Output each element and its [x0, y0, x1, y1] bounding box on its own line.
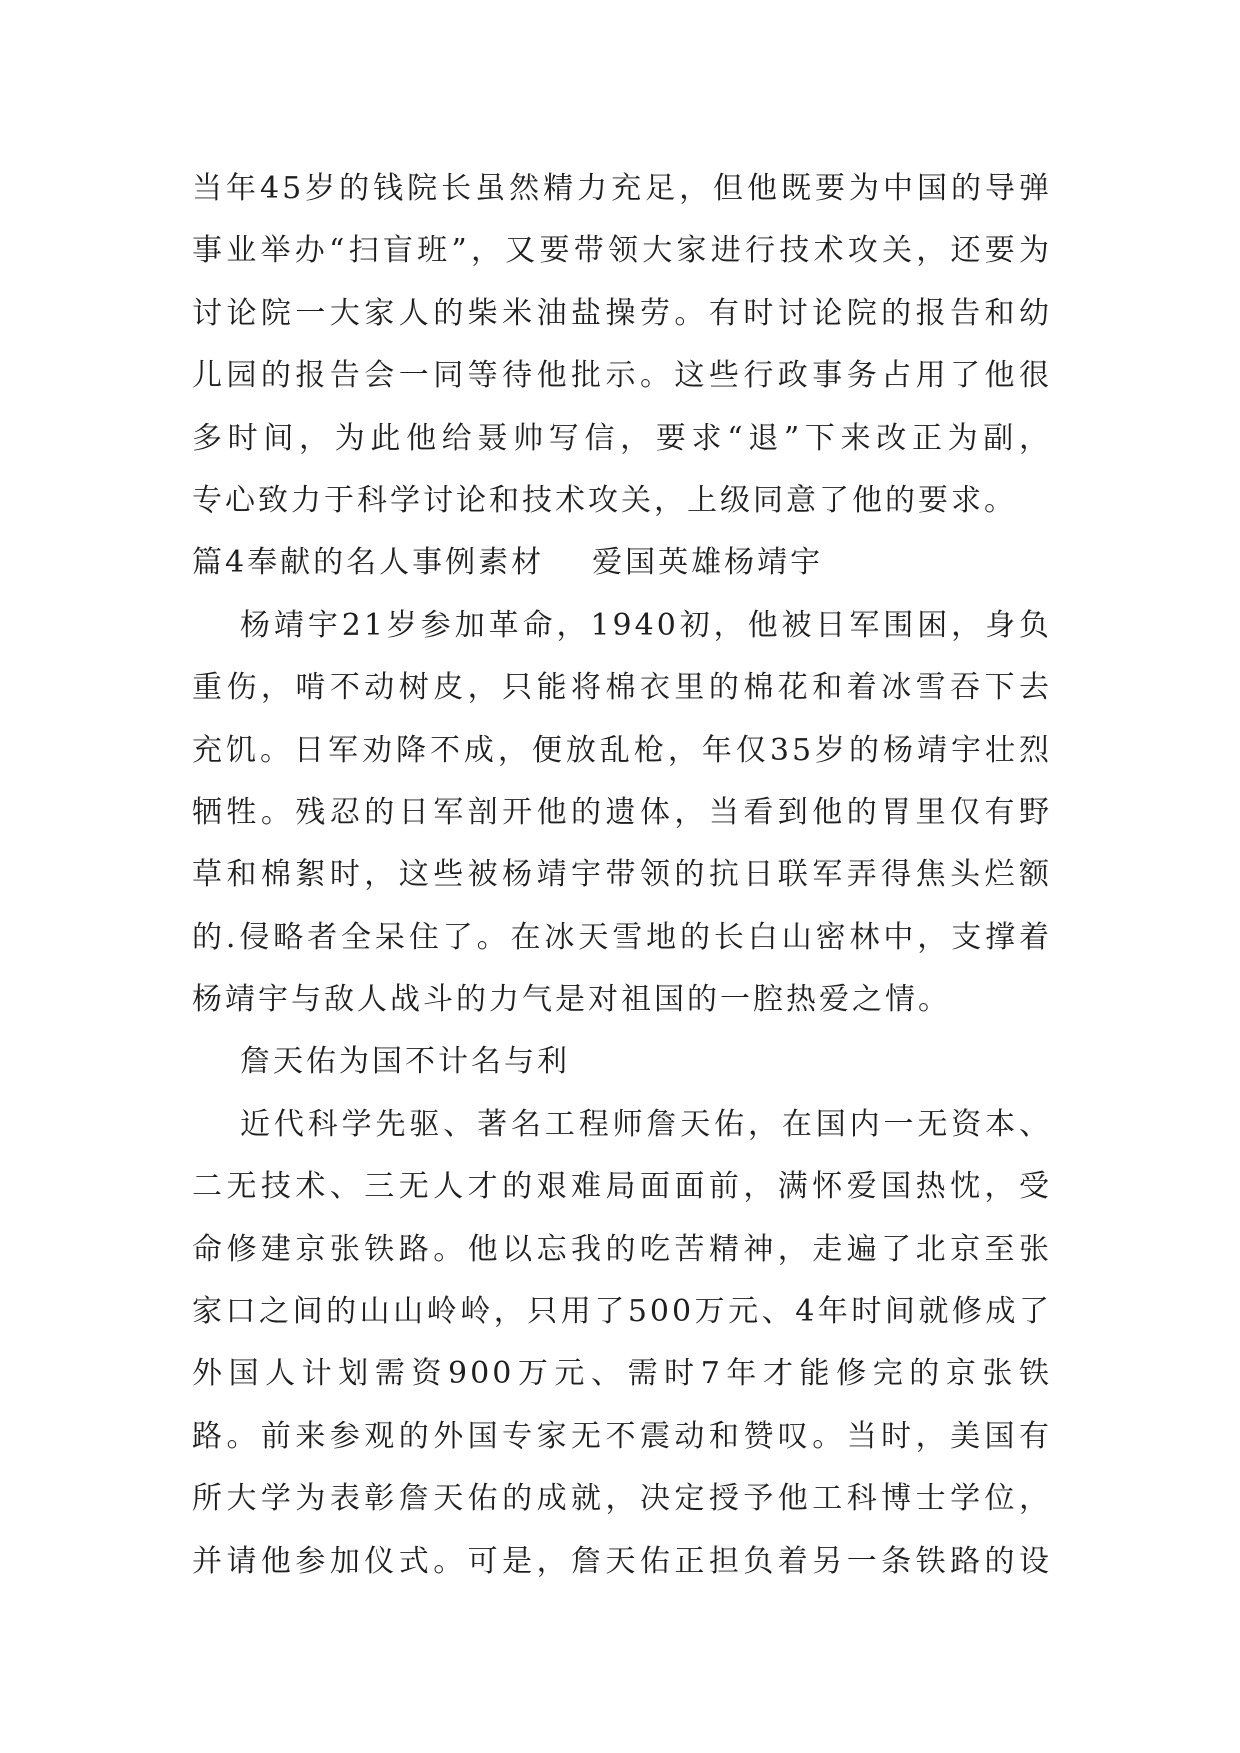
heading-part-1: 篇4奉献的名人事例素材	[192, 545, 545, 581]
paragraph-line: 讨论院一大家人的柴米油盐操劳。有时讨论院的报告和幼	[192, 295, 1052, 331]
paragraph-line: 家口之间的山山岭岭，只用了500万元、4年时间就修成了	[192, 1294, 1052, 1330]
paragraph-line: 事业举办“扫盲班”，又要带领大家进行技术攻关，还要为	[192, 233, 1052, 269]
paragraph-line: 二无技术、三无人才的艰难局面面前，满怀爱国热忱，受	[192, 1169, 1052, 1205]
heading-part-2: 爱国英雄杨靖宇	[592, 545, 824, 581]
paragraph-line: 所大学为表彰詹天佑的成就，决定授予他工科博士学位，	[192, 1481, 1052, 1517]
paragraph-line: 的.侵略者全呆住了。在冰天雪地的长白山密林中，支撑着	[192, 919, 1052, 955]
paragraph-line: 儿园的报告会一同等待他批示。这些行政事务占用了他很	[192, 358, 1052, 394]
paragraph-line: 重伤，啃不动树皮，只能将棉衣里的棉花和着冰雪吞下去	[192, 670, 1052, 706]
paragraph-line: 外国人计划需资900万元、需时7年才能修完的京张铁	[192, 1356, 1052, 1392]
document-body	[192, 158, 1052, 1593]
paragraph-line: 杨靖宇21岁参加革命，1940初，他被日军围困，身负	[240, 607, 1052, 643]
paragraph-line: 杨靖宇与敌人战斗的力气是对祖国的一腔热爱之情。	[192, 982, 951, 1018]
paragraph-line: 多时间，为此他给聂帅写信，要求“退”下来改正为副，	[192, 420, 1052, 456]
paragraph-line: 命修建京张铁路。他以忘我的吃苦精神，走遍了北京至张	[192, 1231, 1052, 1267]
paragraph-line: 近代科学先驱、著名工程师詹天佑，在国内一无资本、	[240, 1106, 1052, 1142]
paragraph-line: 专心致力于科学讨论和技术攻关，上级同意了他的要求。	[192, 482, 1017, 518]
subheading: 詹天佑为国不计名与利	[240, 1044, 570, 1080]
paragraph-line: 并请他参加仪式。可是，詹天佑正担负着另一条铁路的设	[192, 1543, 1052, 1579]
section-heading	[192, 532, 1052, 594]
paragraph-line: 充饥。日军劝降不成，便放乱枪，年仅35岁的杨靖宇壮烈	[192, 732, 1052, 768]
paragraph-line: 牺牲。残忍的日军剖开他的遗体，当看到他的胃里仅有野	[192, 794, 1052, 830]
paragraph-line: 路。前来参观的外国专家无不震动和赞叹。当时，美国有	[192, 1418, 1052, 1454]
paragraph-line: 当年45岁的钱院长虽然精力充足，但他既要为中国的导弹	[192, 171, 1052, 206]
paragraph-line: 草和棉絮时，这些被杨靖宇带领的抗日联军弄得焦头烂额	[192, 857, 1052, 893]
